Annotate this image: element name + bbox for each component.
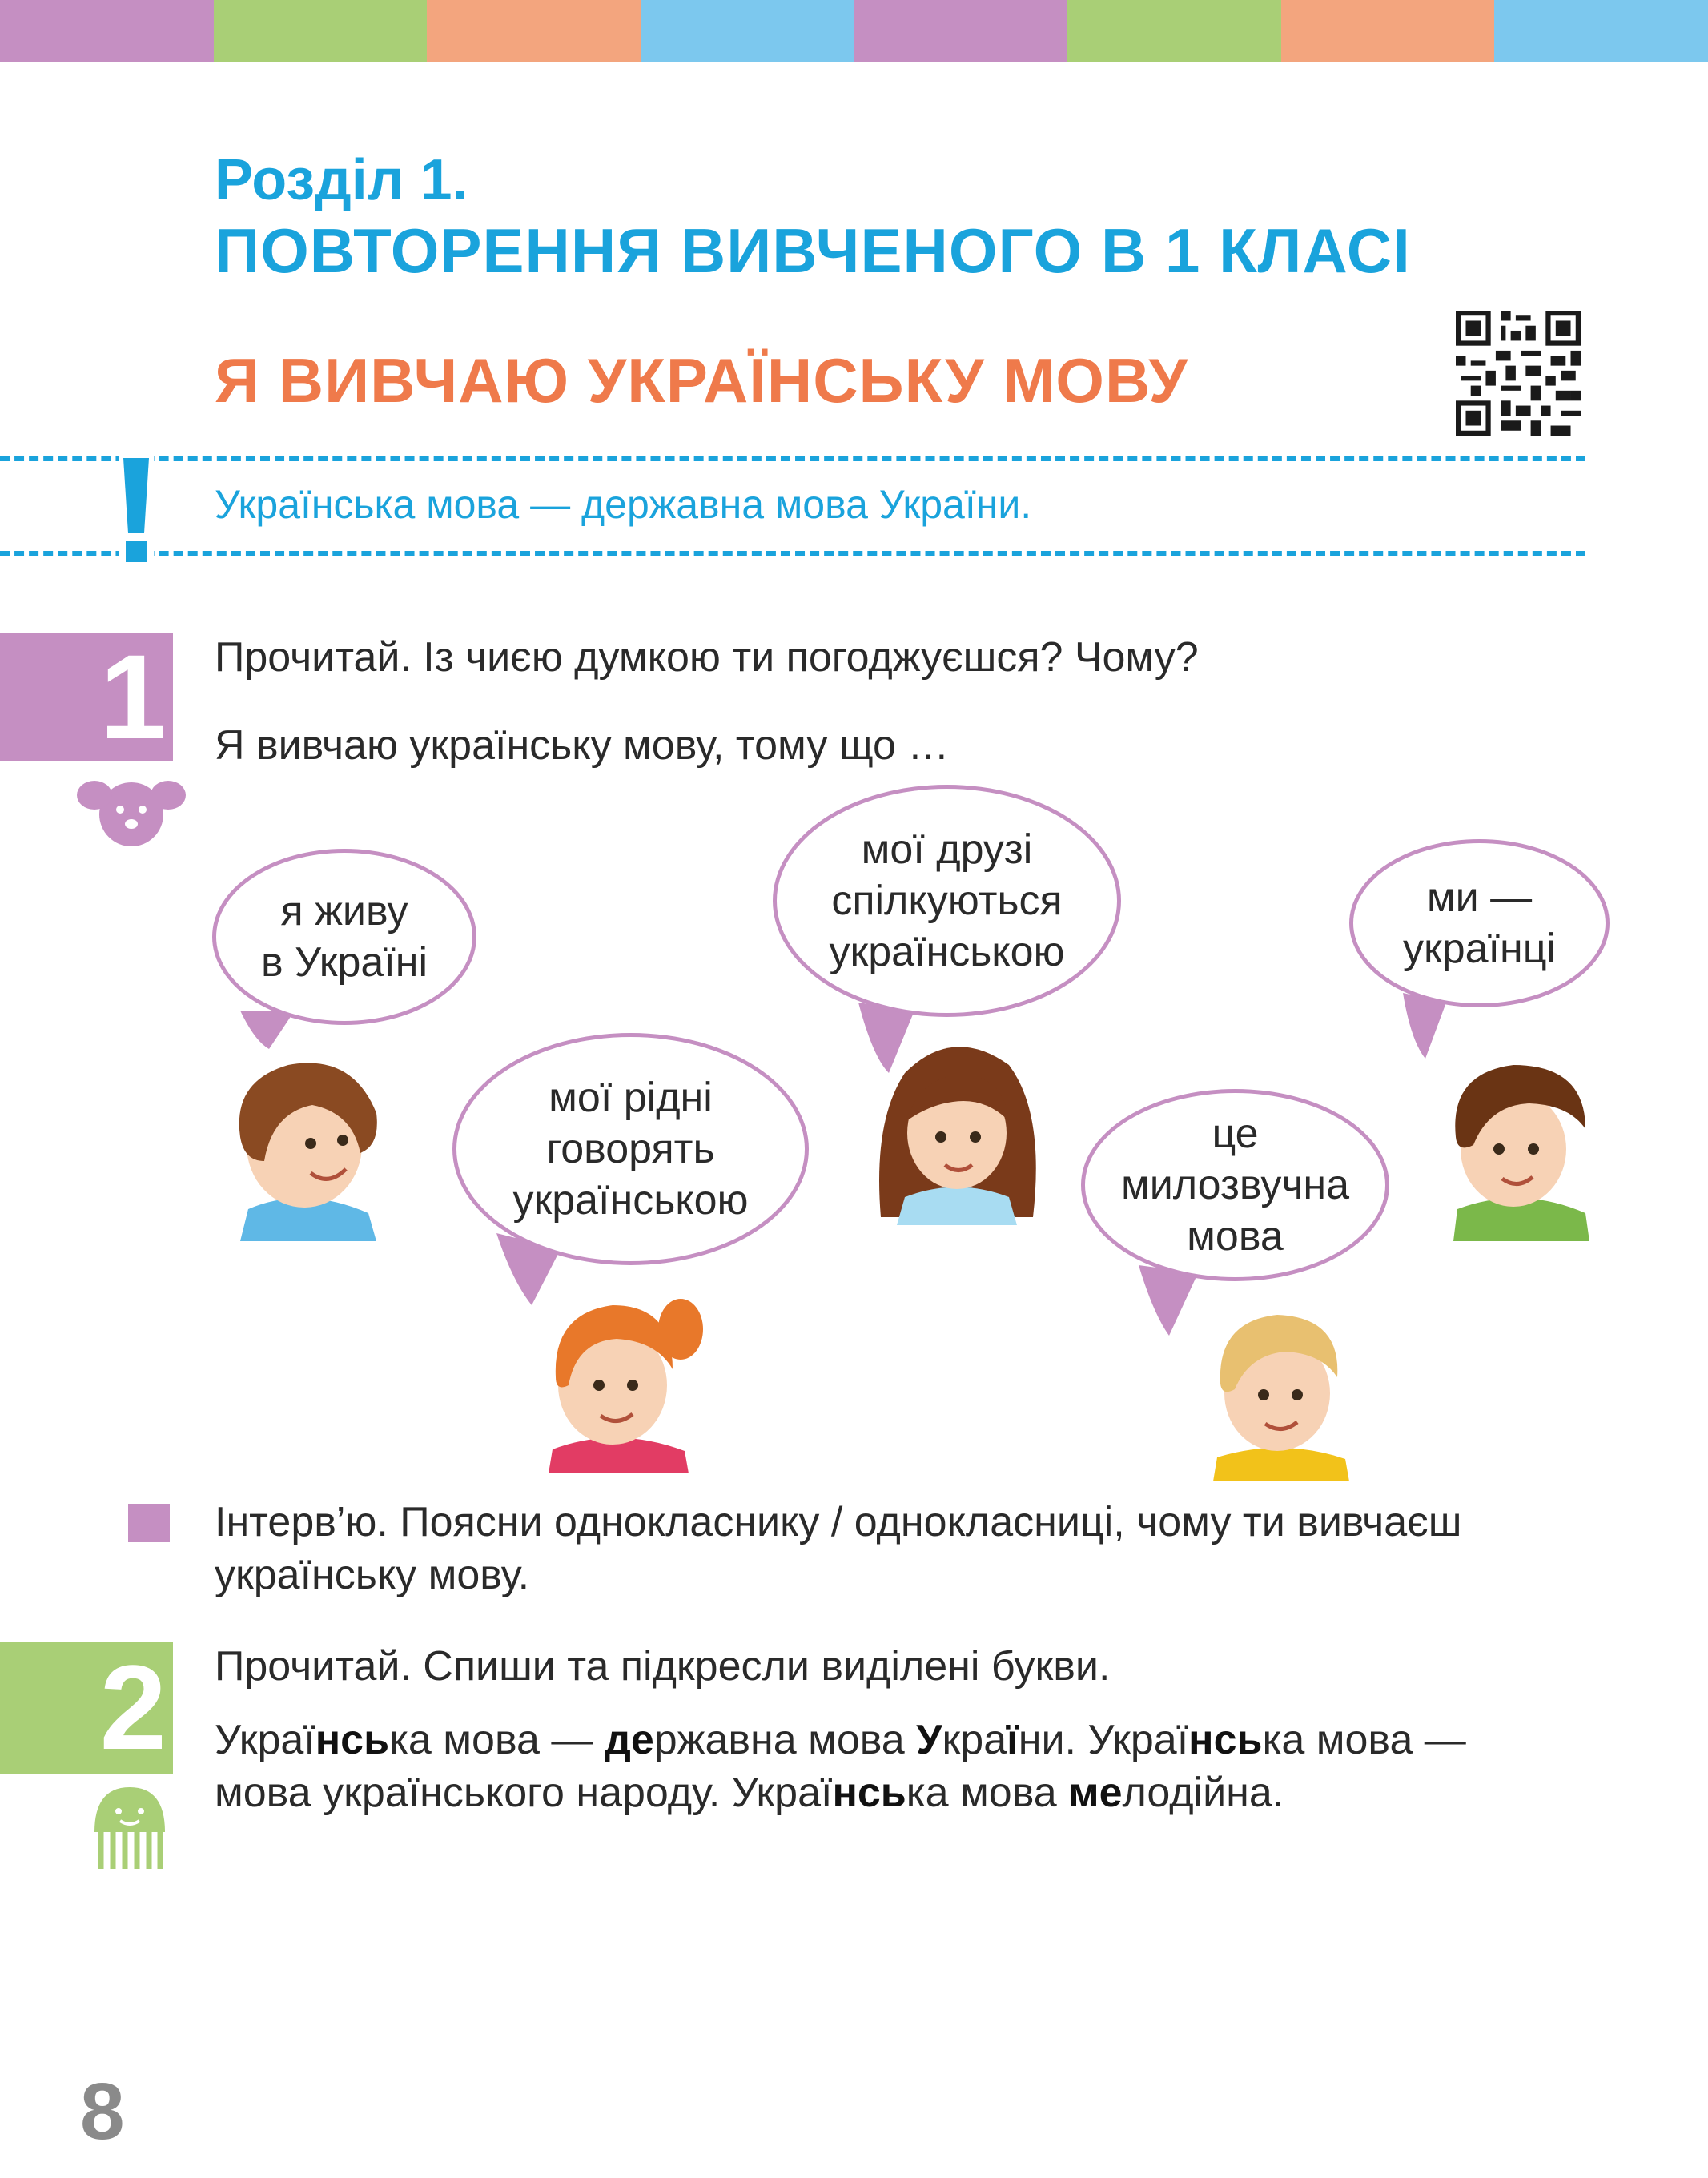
highlighted-letters: нсь: [1188, 1717, 1263, 1763]
speech-bubble: [212, 849, 476, 1025]
speech-bubble: [1081, 1089, 1389, 1281]
speech-bubble: [773, 785, 1121, 1017]
top-color-strip: [0, 0, 1708, 62]
bubble-line: говорять: [546, 1126, 715, 1172]
highlighted-letters: ї: [1007, 1717, 1019, 1763]
bubble-line: українці: [1402, 926, 1557, 972]
page-number: 8: [80, 2067, 125, 2156]
text-part: ка мова — мова українського народу. Украї: [215, 1717, 1466, 1816]
bubble-line: мова: [1187, 1213, 1284, 1260]
text-part: лодійна.: [1122, 1770, 1284, 1816]
exercise-number-2: 2: [0, 1642, 173, 1774]
interview-text: Інтерв’ю. Поясни однокласнику / однокласниці, чому ти вивчаєш українську мову.: [215, 1499, 1462, 1598]
exercise1-stem: Я вивчаю українську мову, тому що …: [215, 722, 950, 769]
exercise2-instruction: Прочитай. Спиши та підкресли виділені букви.: [215, 1643, 1111, 1690]
bubble-line: я живу: [280, 888, 408, 934]
boy-curly-hair-illustration: [216, 1049, 392, 1241]
text-part: Украї: [215, 1717, 315, 1763]
girl-long-hair-illustration: [865, 1025, 1049, 1225]
strip-segment: [1494, 0, 1708, 62]
strip-segment: [214, 0, 428, 62]
lesson-title: Я ВИВЧАЮ УКРАЇНСЬКУ МОВУ: [215, 345, 1188, 416]
bubble-line: милозвучна: [1120, 1162, 1350, 1208]
boy-blond-hair-illustration: [1185, 1289, 1369, 1481]
text-part: ка мова: [906, 1770, 1069, 1816]
strip-segment: [427, 0, 641, 62]
jellyfish-icon: [90, 1784, 170, 1872]
highlighted-letters: де: [604, 1717, 654, 1763]
exercise1-instruction: Прочитай. Із чиєю думкою ти погоджуєшся? Чому?: [215, 634, 1199, 681]
exercise-number-1: 1: [0, 633, 173, 761]
note-border-top: [0, 456, 1585, 461]
exercise2-text: [215, 1714, 1568, 1819]
bubble-line: спілкуються: [831, 878, 1063, 924]
bubble-line: це: [1212, 1111, 1259, 1157]
text-part: ка мова —: [389, 1717, 605, 1763]
qr-code-icon[interactable]: [1456, 311, 1581, 436]
interview-marker: [128, 1504, 170, 1542]
bubble-line: українською: [512, 1177, 749, 1224]
puppy-icon: [77, 773, 186, 853]
section-subtitle: ПОВТОРЕННЯ ВИВЧЕНОГО В 1 КЛАСІ: [215, 215, 1411, 286]
bubble-line: українською: [829, 929, 1065, 975]
bubble-line: ми —: [1426, 874, 1533, 921]
speech-bubble: [452, 1033, 809, 1265]
text-part: ни. Украї: [1018, 1717, 1189, 1763]
text-part: кра: [942, 1717, 1007, 1763]
bubble-line: в Україні: [260, 939, 428, 986]
highlighted-letters: нсь: [832, 1770, 906, 1816]
strip-segment: [641, 0, 854, 62]
strip-segment: [854, 0, 1068, 62]
strip-segment: [1281, 0, 1495, 62]
bubble-line: мої друзі: [861, 826, 1033, 873]
girl-red-hair-illustration: [520, 1265, 713, 1473]
highlighted-letters: нсь: [315, 1717, 390, 1763]
text-part: ржавна мова: [653, 1717, 917, 1763]
highlighted-letters: ме: [1068, 1770, 1123, 1816]
note-text: Українська мова — державна мова України.: [215, 482, 1032, 527]
exclamation-icon: [119, 455, 154, 567]
bubble-line: мої рідні: [549, 1075, 713, 1121]
section-title: Розділ 1.: [215, 148, 468, 212]
highlighted-letters: У: [916, 1717, 942, 1763]
strip-segment: [0, 0, 214, 62]
speech-bubble: [1349, 839, 1610, 1007]
note-border-bottom: [0, 551, 1585, 556]
strip-segment: [1067, 0, 1281, 62]
boy-brown-hair-illustration: [1425, 1041, 1610, 1241]
